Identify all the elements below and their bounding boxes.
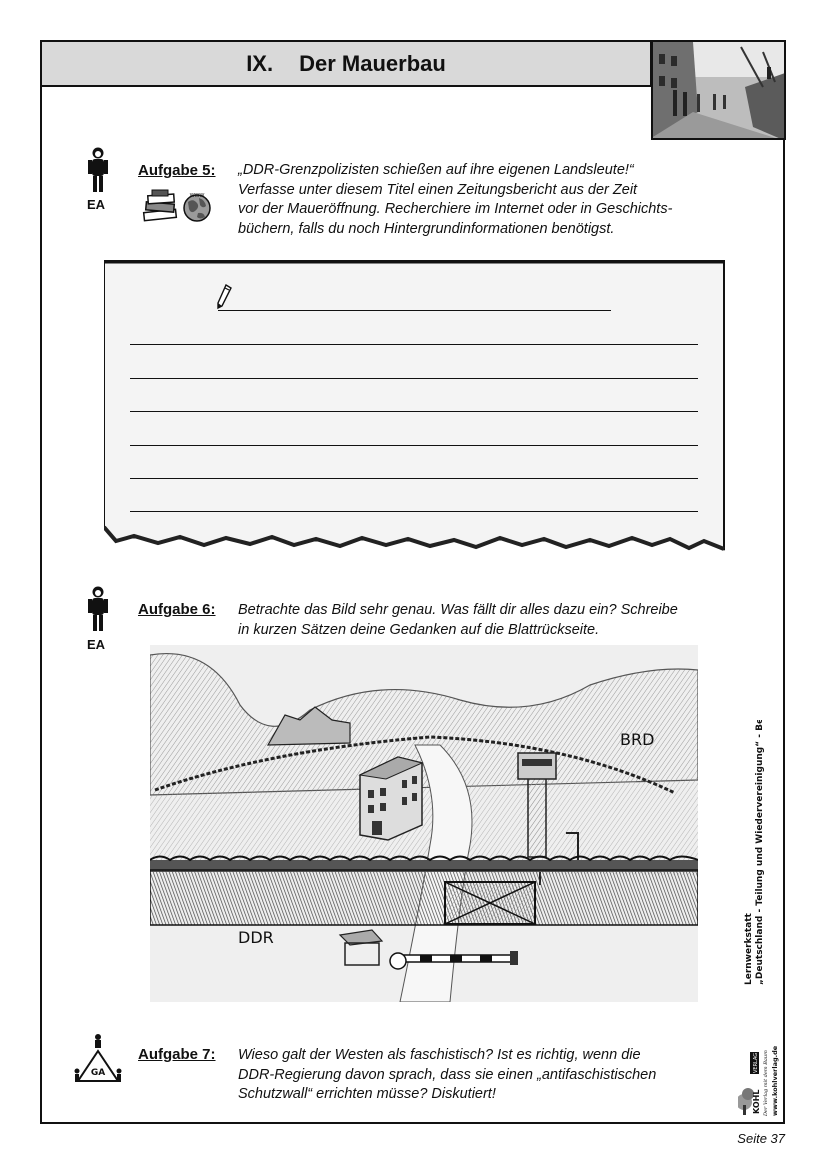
work-form-label: EA: [87, 637, 106, 652]
task-6-line: in kurzen Sätzen deine Gedanken auf die Blattrückseite.: [238, 621, 600, 638]
task-7-label-text: Aufgabe 7: [138, 1046, 211, 1063]
task-7-line: Schutzwall“ errichten müsse? Diskutiert!: [238, 1086, 496, 1102]
page-number: Seite 37: [737, 1131, 785, 1146]
chapter-title: Der Mauerbau: [299, 50, 446, 76]
task-5-label: [138, 162, 216, 179]
task-6-label-colon: :: [210, 601, 216, 618]
writing-line[interactable]: [130, 511, 698, 512]
sidebar-line1: Lernwerkstatt: [744, 913, 754, 985]
publisher-url[interactable]: www.kohlverlag.de: [771, 1045, 779, 1116]
drawing-label-ddr: DDR: [238, 928, 274, 947]
person-icon: [86, 585, 110, 635]
headline-line[interactable]: [218, 310, 611, 311]
task-6-line: Betrachte das Bild sehr genau. Was fällt dir alles dazu ein? Schreibe: [238, 602, 678, 618]
group-work-icon: [72, 1033, 124, 1089]
task-7-label-colon: :: [210, 1046, 216, 1063]
work-form-label: EA: [87, 197, 106, 212]
task-5-label-text: Aufgabe 5: [138, 162, 211, 179]
task-7-line: DDR-Regierung davon sprach, dass sie einen „antifaschistischen: [238, 1066, 657, 1083]
task-7-text: [238, 1046, 708, 1105]
sidebar-line2: „Deutschland - Teilung und Wiedervereinigung“ - Bestell-Nr. 10 852: [755, 720, 765, 985]
writing-paper: [104, 259, 726, 559]
writing-line[interactable]: [130, 478, 698, 479]
publisher-badge: VERLAG: [753, 1052, 759, 1073]
task-5-text: [238, 161, 708, 239]
task-5-line: vor der Maueröffnung. Recherchiere im Internet oder in Geschichts-: [238, 201, 673, 217]
task-7-label: [138, 1046, 216, 1063]
svg-text:GA: GA: [90, 1068, 106, 1078]
task-5-line: büchern, falls du noch Hintergrundinformationen benötigst.: [238, 220, 615, 237]
svg-text:WWW: WWW: [189, 193, 205, 199]
writing-line[interactable]: [130, 344, 698, 345]
sidebar-info: [738, 720, 798, 1120]
drawing-label-brd: BRD: [620, 730, 655, 749]
chapter-title-bar: [40, 40, 652, 87]
writing-line[interactable]: [130, 445, 698, 446]
task-6-label: [138, 601, 216, 618]
globe-icon: [181, 192, 213, 223]
chapter-number: IX.: [246, 50, 274, 76]
pencil-icon: [215, 284, 233, 310]
writing-line[interactable]: [130, 411, 698, 412]
books-icon: [142, 189, 180, 222]
task-5-label-colon: :: [210, 162, 216, 179]
publisher-name: KOHL: [752, 1089, 761, 1114]
task-5-line: Verfasse unter diesem Titel einen Zeitungsbericht aus der Zeit: [238, 181, 638, 198]
task-6-text: [238, 601, 708, 640]
task-6-label-text: Aufgabe 6: [138, 601, 211, 618]
header-photo: [651, 40, 786, 140]
person-icon: [86, 146, 110, 196]
task-7-line: Wieso galt der Westen als faschistisch? Ist es richtig, wenn die: [238, 1047, 641, 1063]
border-drawing: [150, 645, 698, 1002]
writing-line[interactable]: [130, 378, 698, 379]
publisher-slogan: Der Verlag mit dem Baum: [763, 1050, 769, 1116]
task-5-line: „DDR-Grenzpolizisten schießen auf ihre eigenen Landsleute!“: [238, 162, 634, 178]
